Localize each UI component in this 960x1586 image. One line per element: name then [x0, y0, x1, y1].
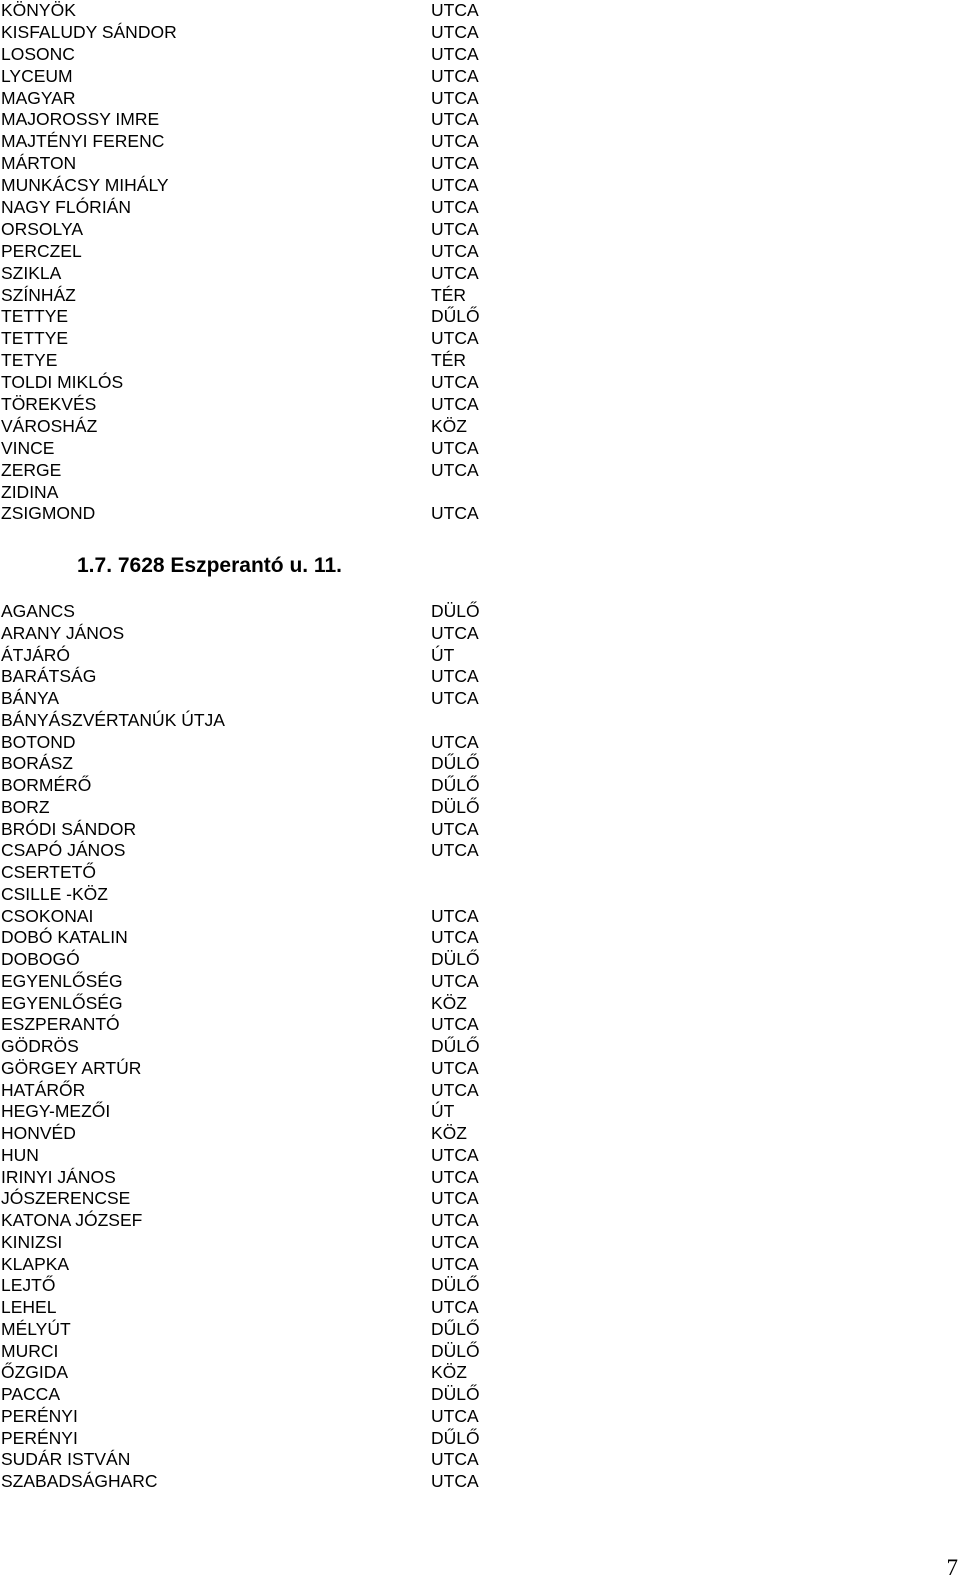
list-row	[0, 1471, 700, 1493]
list-row	[0, 884, 700, 906]
list-row	[0, 1362, 700, 1384]
street-type: UTCA	[431, 1166, 479, 1187]
street-list-bottom	[0, 601, 700, 1493]
street-name: KLAPKA	[1, 1253, 70, 1274]
street-name: KISFALUDY SÁNDOR	[1, 21, 177, 42]
street-type: TÉR	[431, 350, 466, 371]
street-name: EGYENLŐSÉG	[1, 970, 123, 991]
street-name: BOTOND	[1, 731, 76, 752]
street-type: UTCA	[431, 503, 479, 524]
list-row	[0, 1384, 700, 1406]
street-type: ÚT	[431, 644, 455, 665]
list-row	[0, 1297, 700, 1319]
street-name: ŐZGIDA	[1, 1362, 69, 1383]
street-name: MÉLYÚT	[1, 1318, 71, 1339]
list-row	[0, 1058, 700, 1080]
street-type: ÚT	[431, 1101, 455, 1122]
street-type: UTCA	[431, 328, 479, 349]
street-type: UTCA	[431, 840, 479, 861]
street-type: UTCA	[431, 818, 479, 839]
street-name: DOBÓ KATALIN	[1, 927, 128, 948]
list-row	[0, 1167, 700, 1189]
list-row	[0, 1254, 700, 1276]
section-heading: 1.7. 7628 Eszperantó u. 11.	[77, 554, 342, 577]
list-row	[0, 503, 700, 525]
list-row	[0, 1341, 700, 1363]
list-row	[0, 109, 700, 131]
street-type: UTCA	[431, 21, 479, 42]
street-name: MAJTÉNYI FERENC	[1, 131, 165, 152]
list-row	[0, 1101, 700, 1123]
street-name: BRÓDI SÁNDOR	[1, 818, 137, 839]
list-row	[0, 1145, 700, 1167]
list-row	[0, 862, 700, 884]
list-row	[0, 732, 700, 754]
list-row	[0, 1123, 700, 1145]
street-type: KÖZ	[431, 1123, 467, 1143]
list-row	[0, 175, 700, 197]
street-name: JÓSZERENCSE	[1, 1188, 131, 1209]
list-row	[0, 306, 700, 328]
street-name: HONVÉD	[1, 1123, 76, 1143]
street-type: UTCA	[431, 622, 479, 643]
list-row	[0, 1080, 700, 1102]
street-name: TETTYE	[1, 328, 69, 349]
list-row	[0, 623, 700, 645]
page-number: 7	[946, 1555, 958, 1580]
street-type: DŰLŐ	[431, 775, 480, 795]
street-type: UTCA	[431, 1014, 479, 1035]
street-name: HATÁRŐR	[1, 1079, 86, 1100]
street-name: GÖRGEY ARTÚR	[1, 1057, 142, 1078]
list-row	[0, 1014, 700, 1036]
list-row	[0, 971, 700, 993]
street-type: UTCA	[431, 1144, 479, 1165]
street-type: DŰLŐ	[431, 753, 480, 774]
street-type: UTCA	[431, 1471, 479, 1491]
street-type: DÜLŐ	[431, 1275, 480, 1296]
street-name: ZERGE	[1, 459, 62, 480]
street-name: KÖNYÖK	[1, 0, 76, 20]
list-row	[0, 840, 700, 862]
street-type: DŰLŐ	[431, 1427, 480, 1448]
street-type: UTCA	[431, 1449, 479, 1470]
street-type: DÜLŐ	[431, 601, 480, 621]
street-name: DOBOGÓ	[1, 949, 80, 969]
street-name: BORZ	[1, 796, 50, 817]
street-type: UTCA	[431, 197, 479, 218]
street-name: ÁTJÁRÓ	[1, 644, 71, 665]
list-row	[0, 710, 700, 732]
street-type: UTCA	[431, 1079, 479, 1100]
street-name: IRINYI JÁNOS	[1, 1166, 116, 1187]
list-row	[0, 1406, 700, 1428]
street-name: MUNKÁCSY MIHÁLY	[1, 175, 169, 196]
street-type: DŰLŐ	[431, 306, 480, 327]
street-type: UTCA	[431, 175, 479, 196]
street-name: MAGYAR	[1, 87, 76, 108]
street-type: UTCA	[431, 262, 479, 283]
street-name: SZÍNHÁZ	[1, 284, 76, 305]
list-row	[0, 1232, 700, 1254]
list-row	[0, 460, 700, 482]
list-row	[0, 88, 700, 110]
street-name: LEJTŐ	[1, 1275, 56, 1296]
list-row	[0, 949, 700, 971]
list-row	[0, 797, 700, 819]
street-list-top	[0, 0, 700, 525]
street-type: UTCA	[431, 1297, 479, 1317]
list-row	[0, 44, 700, 66]
street-name: ZSIGMOND	[1, 503, 96, 524]
list-row	[0, 285, 700, 307]
street-name: PACCA	[1, 1384, 60, 1404]
street-name: BÁNYÁSZVÉRTANÚK ÚTJA	[1, 709, 225, 730]
street-type: KÖZ	[431, 992, 467, 1013]
list-row	[0, 66, 700, 88]
street-type: UTCA	[431, 437, 479, 458]
street-name: KATONA JÓZSEF	[1, 1210, 143, 1230]
list-row	[0, 688, 700, 710]
list-row	[0, 1428, 700, 1450]
list-row	[0, 645, 700, 667]
street-type: UTCA	[431, 731, 479, 752]
street-name: MAJOROSSY IMRE	[1, 109, 160, 130]
list-row	[0, 372, 700, 394]
street-type: UTCA	[431, 1210, 479, 1230]
street-name: BORMÉRŐ	[1, 775, 92, 795]
street-name: PERÉNYI	[1, 1427, 78, 1448]
street-name: ORSOLYA	[1, 218, 84, 239]
street-type: UTCA	[431, 372, 479, 393]
street-type: UTCA	[431, 109, 479, 130]
list-row	[0, 22, 700, 44]
street-type: KÖZ	[431, 1362, 467, 1383]
list-row	[0, 241, 700, 263]
list-row	[0, 906, 700, 928]
street-name: TOLDI MIKLÓS	[1, 372, 124, 393]
street-type: DŰLŐ	[431, 1318, 480, 1339]
street-type: UTCA	[431, 87, 479, 108]
street-name: TÖREKVÉS	[1, 394, 97, 415]
street-name: TETYE	[1, 350, 58, 371]
list-row	[0, 263, 700, 285]
street-name: BORÁSZ	[1, 753, 73, 774]
list-row	[0, 1210, 700, 1232]
street-name: CSOKONAI	[1, 905, 94, 926]
street-name: ESZPERANTÓ	[1, 1014, 120, 1035]
list-row	[0, 197, 700, 219]
street-type: UTCA	[431, 240, 479, 261]
street-name: HEGY-MEZŐI	[1, 1101, 111, 1122]
street-name: CSAPÓ JÁNOS	[1, 840, 126, 861]
street-name: CSERTETŐ	[1, 862, 96, 882]
street-type: DÜLŐ	[431, 796, 480, 817]
list-row	[0, 1036, 700, 1058]
street-name: SZIKLA	[1, 262, 62, 283]
list-row	[0, 350, 700, 372]
street-name: TETTYE	[1, 306, 69, 327]
street-name: GÖDRÖS	[1, 1036, 79, 1056]
street-type: DÜLŐ	[431, 1384, 480, 1404]
street-name: KINIZSI	[1, 1231, 63, 1252]
street-type: UTCA	[431, 1405, 479, 1426]
street-name: PERÉNYI	[1, 1405, 78, 1426]
list-row	[0, 1449, 700, 1471]
street-name: SUDÁR ISTVÁN	[1, 1449, 131, 1470]
street-name: CSILLE -KÖZ	[1, 883, 108, 904]
list-row	[0, 328, 700, 350]
street-type: UTCA	[431, 1231, 479, 1252]
street-type: UTCA	[431, 905, 479, 926]
list-row	[0, 1275, 700, 1297]
list-row	[0, 219, 700, 241]
list-row	[0, 1188, 700, 1210]
street-name: PERCZEL	[1, 240, 82, 261]
street-type: UTCA	[431, 459, 479, 480]
list-row	[0, 482, 700, 504]
street-type: TÉR	[431, 284, 466, 305]
street-name: LEHEL	[1, 1297, 57, 1317]
list-row	[0, 153, 700, 175]
street-name: SZABADSÁGHARC	[1, 1471, 158, 1491]
list-row	[0, 666, 700, 688]
list-row	[0, 601, 700, 623]
street-type: UTCA	[431, 666, 479, 687]
list-row	[0, 416, 700, 438]
list-row	[0, 394, 700, 416]
street-type: UTCA	[431, 688, 479, 708]
street-name: MÁRTON	[1, 153, 77, 174]
street-name: BÁNYA	[1, 688, 60, 708]
street-type: KÖZ	[431, 415, 467, 436]
street-name: VÁROSHÁZ	[1, 415, 98, 436]
street-type: UTCA	[431, 43, 479, 64]
street-name: EGYENLŐSÉG	[1, 992, 123, 1013]
street-name: MURCI	[1, 1340, 59, 1361]
street-name: HUN	[1, 1144, 39, 1165]
street-type: UTCA	[431, 394, 479, 415]
street-type: UTCA	[431, 65, 479, 86]
street-name: ZIDINA	[1, 481, 59, 502]
street-name: ARANY JÁNOS	[1, 622, 125, 643]
street-name: LYCEUM	[1, 65, 73, 86]
street-name: BARÁTSÁG	[1, 666, 97, 687]
street-type: UTCA	[431, 970, 479, 991]
street-type: UTCA	[431, 218, 479, 239]
street-type: UTCA	[431, 0, 479, 20]
street-type: UTCA	[431, 153, 479, 174]
street-type: DÜLŐ	[431, 1340, 480, 1361]
street-type: UTCA	[431, 1057, 479, 1078]
street-name: LOSONC	[1, 43, 75, 64]
street-name: AGANCS	[1, 601, 75, 621]
street-type: DŰLŐ	[431, 1036, 480, 1056]
list-row	[0, 1319, 700, 1341]
street-type: UTCA	[431, 131, 479, 152]
list-row	[0, 753, 700, 775]
street-type: UTCA	[431, 1253, 479, 1274]
list-row	[0, 819, 700, 841]
street-name: VINCE	[1, 437, 55, 458]
list-row	[0, 0, 700, 22]
list-row	[0, 927, 700, 949]
street-type: UTCA	[431, 927, 479, 948]
street-type: DÜLŐ	[431, 949, 480, 969]
list-row	[0, 993, 700, 1015]
list-row	[0, 775, 700, 797]
list-row	[0, 131, 700, 153]
street-type: UTCA	[431, 1188, 479, 1209]
street-name: NAGY FLÓRIÁN	[1, 197, 131, 218]
list-row	[0, 438, 700, 460]
